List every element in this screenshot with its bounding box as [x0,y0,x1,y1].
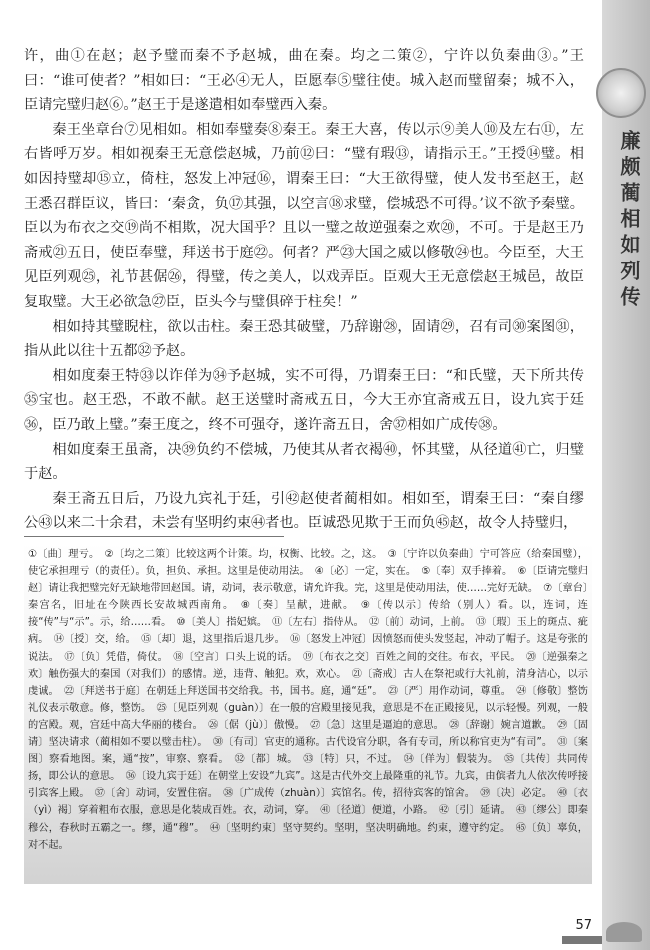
footnote-divider [24,536,284,537]
emblem-icon [596,68,646,118]
page-number: 57 [575,918,592,933]
paragraph: 相如度秦王虽斋，决㊴负约不偿城，乃使其从者衣褐㊵，怀其璧，从径道㊶亡，归璧于赵。 [24,441,584,483]
paragraph: 秦王斋五日后，乃设九宾礼于廷，引㊷赵使者蔺相如。相如至，谓秦王曰：“秦自缪公㊸以来二十余君，未尝有坚明约束㊹者也。臣诚恐见欺于王而负㊺赵，故令人持璧归， [24,490,584,532]
main-text [24,44,584,536]
paragraph: 许，曲①在赵；赵予璧而秦不予赵城，曲在秦。均之二策②，宁许以负秦曲③。”王曰：“谁可使者？”相如曰：“王必④无人，臣愿奉⑤璧往使。城入赵而璧留秦；城不入，臣请完璧归赵⑥。”赵王于是遂遣相如奉璧西入秦。 [24,48,584,114]
stone-icon [606,922,642,942]
paragraph: 相如持其璧睨柱，欲以击柱。秦王恐其破璧，乃辞谢㉘，固请㉙，召有司㉚案图㉛，指从此以往十五都㉜予赵。 [24,318,584,360]
footnotes-box [24,543,592,884]
paragraph: 秦王坐章台⑦见相如。相如奉璧奏⑧秦王。秦王大喜，传以示⑨美人⑩及左右⑪，左右皆呼万岁。相如视秦王无意偿赵城，乃前⑫曰：“璧有瑕⑬，请指示王。”王授⑭璧。相如因持璧却⑮立，倚柱，怒发上冲冠⑯，谓秦王曰：“大王欲得璧，使人发书至赵王，赵王悉召群臣议，皆曰：‘秦贪，负⑰其强，以空言⑱求璧，偿城恐不可得。’议不欲予秦璧。臣以为布衣之交⑲尚不相欺，况大国乎？且以一璧之故逆强秦之欢⑳，不可。于是赵王乃斋戒㉑五日，使臣奉璧，拜送书于庭㉒。何者？严㉓大国之威以修敬㉔也。今臣至，大王见臣列观㉕，礼节甚倨㉖，得璧，传之美人，以戏弄臣。臣观大王无意偿赵王城邑，故臣复取璧。大王必欲急㉗臣，臣头今与璧俱碎于柱矣！” [24,121,584,310]
footnotes: ①〔曲〕理亏。 ②〔均之二策〕比较这两个计策。均，权衡、比较。之，这。 ③〔宁许以负秦曲〕宁可答应（给秦国璧），使它承担理亏（的责任）。负，担负、承担。这里是使动用法。 ④〔必〕一定，实在。 ⑤〔奉〕双手捧着。 ⑥〔臣请完璧归赵〕请让我把璧完好无缺地带回赵国。请，动词，表示敬意，请允许我。完，这里是使动用法，使……完好无缺。 ⑦〔章台〕秦宫名，旧址在今陕西长安故城西南角。 ⑧〔奏〕呈献，进献。 ⑨〔传以示〕传给（别人）看。以，连词，连接“传”与“示”。示，给……看。 ⑩〔美人〕指妃嫔。 ⑪〔左右〕指侍从。 ⑫〔前〕动词，上前。 ⑬〔瑕〕玉上的斑点、疵病。 ⑭〔授〕交，给。 ⑮〔却〕退，这里指后退几步。 ⑯〔怒发上冲冠〕因愤怒而使头发竖起，冲动了帽子。这是夸张的说法。 ⑰〔负〕凭借，倚仗。 ⑱〔空言〕口头上说的话。 ⑲〔布衣之交〕百姓之间的交往。布衣，平民。 ⑳〔逆强秦之欢〕触伤强大的秦国（对我们）的感情。逆，违背、触犯。欢，欢心。 ㉑〔斋戒〕古人在祭祀或行大礼前，清身洁心，以示虔诚。 ㉒〔拜送书于庭〕在朝廷上拜送国书交给我。书，国书。庭，通“廷”。 ㉓〔严〕用作动词，尊重。 ㉔〔修敬〕整饬礼仪表示敬意。修，整饬。 ㉕〔见臣列观（guàn）〕在一般的宫殿里接见我，意思是不在正殿接见，以示轻慢。列观，一般的宫殿。观，宫廷中高大华丽的楼台。 ㉖〔倨（jù）〕傲慢。 ㉗〔急〕这里是逼迫的意思。 ㉘〔辞谢〕婉言道歉。 ㉙〔固请〕坚决请求（蔺相如不要以璧击柱）。 ㉚〔有司〕官吏的通称。古代设官分职，各有专司，所以称官吏为“有司”。 ㉛〔案图〕察看地图。案，通“按”，审察、察看。 ㉜〔都〕城。 ㉝〔特〕只，不过。 ㉞〔佯为〕假装为。 ㉟〔共传〕共同传扬，即公认的意思。 ㊱〔设九宾于廷〕在朝堂上安设“九宾”。这是古代外交上最隆重的礼节。九宾，由傧者九人依次传呼接引宾客上殿。 ㊲〔舍〕动词，安置住宿。 ㊳〔广成传（zhuàn）〕宾馆名。传，招待宾客的馆舍。 ㊴〔决〕必定。 ㊵〔衣（yì）褐〕穿着粗布衣服，意思是化装成百姓。衣，动词，穿。 ㊶〔径道〕便道，小路。 ㊷〔引〕延请。 ㊸〔缪公〕即秦穆公，春秋时五霸之一。缪，通“穆”。 ㊹〔坚明约束〕坚守契约。坚明，坚决明确地。约束，遵守约定。 ㊺〔负〕辜负，对不起。 [28,549,588,851]
paragraph: 相如度秦王特㉝以诈佯为㉞予赵城，实不可得，乃谓秦王曰：“和氏璧，天下所共传㉟宝也。赵王恐，不敢不献。赵王送璧时斋戒五日，今大王亦宜斋戒五日，设九宾于廷㊱，臣乃敢上璧。”秦王度之，终不可强夺，遂许斋五日，舍㊲相如广成传㊳。 [24,367,584,433]
chapter-title: 廉颇蔺相如列传 [617,130,641,312]
page-tab [562,936,602,944]
